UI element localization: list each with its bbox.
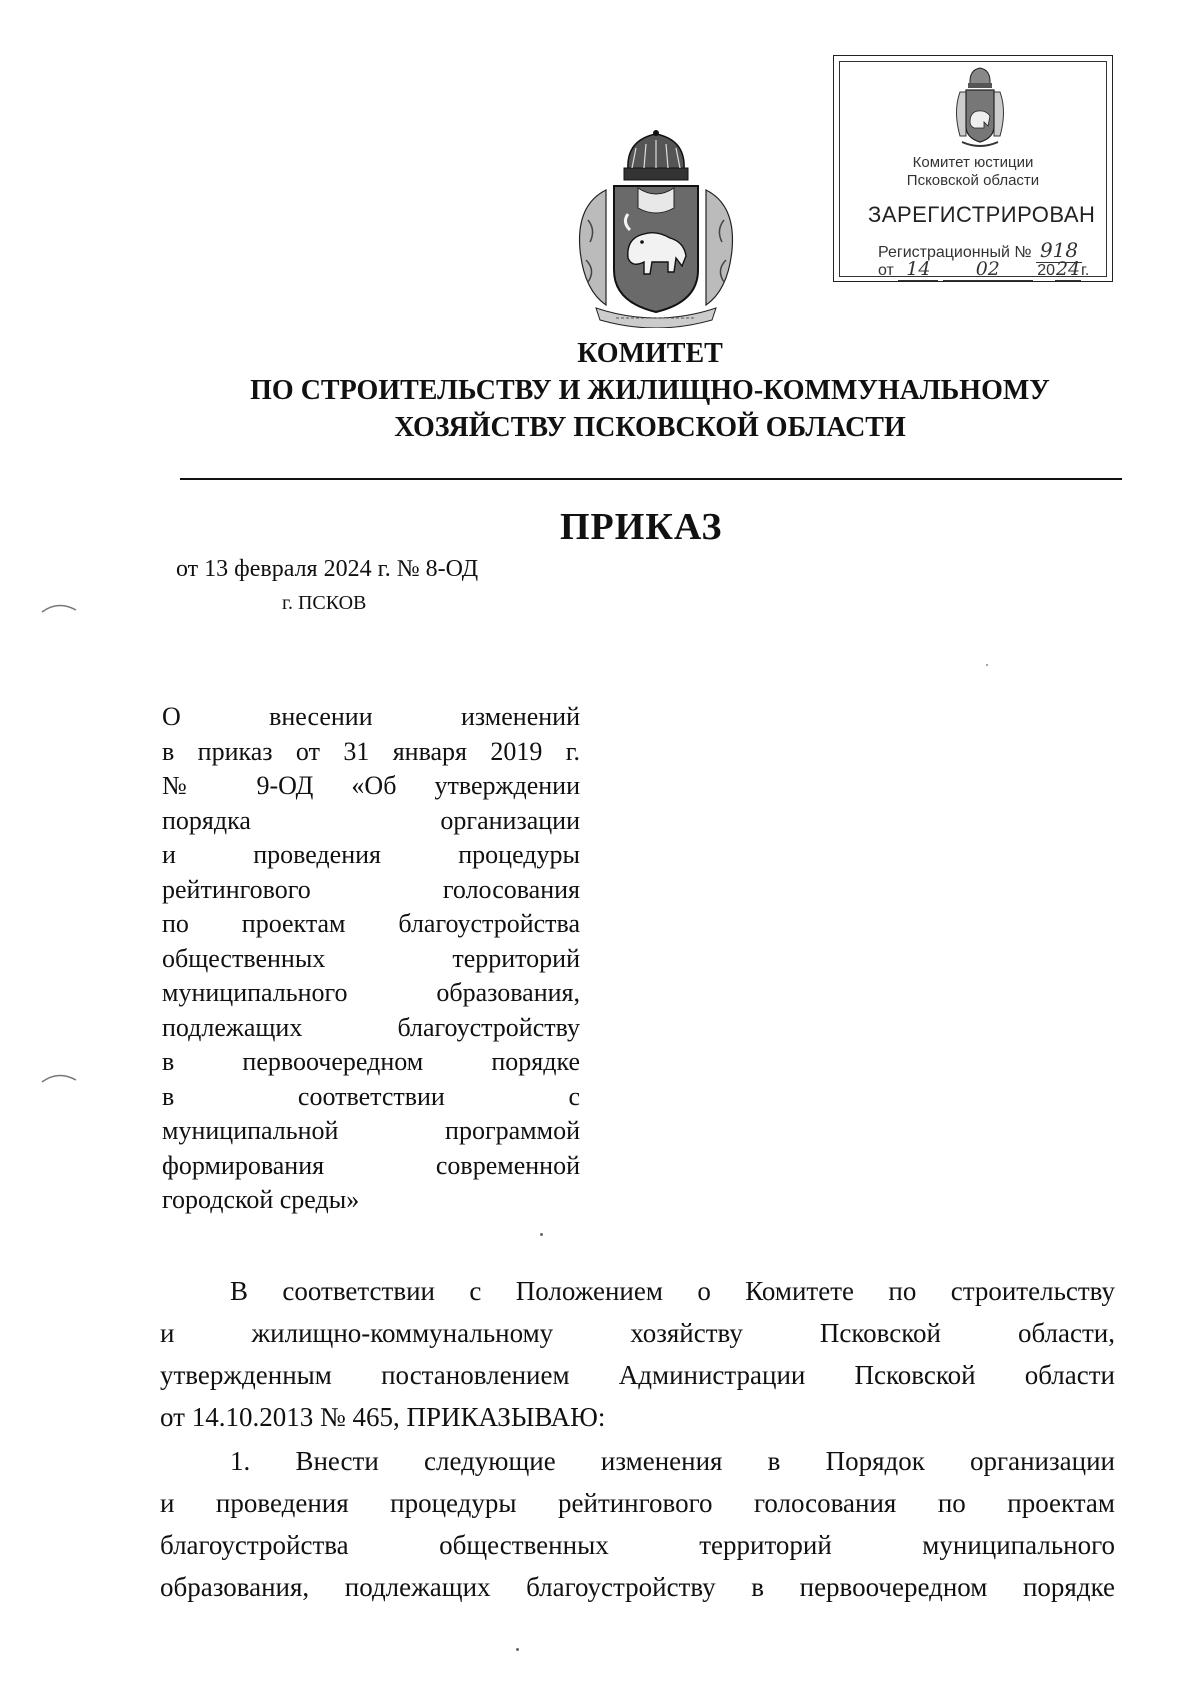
stamp-org-line-1: Комитет юстиции <box>912 154 1034 171</box>
body-line: 1. Внести следующие изменения в Порядок организации <box>230 1446 1115 1476</box>
subject-line: в первоочередном порядке <box>162 1047 580 1076</box>
order-subject <box>162 700 580 1218</box>
org-name-line-2: ПО СТРОИТЕЛЬСТВУ И ЖИЛИЩНО-КОММУНАЛЬНОМУ <box>250 375 1050 406</box>
body-line: от 14.10.2013 № 465, ПРИКАЗЫВАЮ: <box>160 1402 606 1432</box>
subject-line: муниципальной программой <box>162 1116 580 1145</box>
subject-line: и проведения процедуры <box>162 840 580 869</box>
subject-line: формирования современной <box>162 1150 580 1180</box>
org-name-line-3: ХОЗЯЙСТВУ ПСКОВСКОЙ ОБЛАСТИ <box>394 412 906 443</box>
stamp-date <box>878 258 1089 281</box>
stamp-date-prefix: от <box>878 262 894 279</box>
stamp-date-century: 20 <box>1037 262 1056 279</box>
body-line: В соответствии с Положением о Комитете по строительству <box>230 1276 1115 1306</box>
stamp-reg-label: Регистрационный № <box>878 244 1032 261</box>
order-date-number: от 13 февраля 2024 г. № 8-ОД <box>176 556 479 582</box>
header-divider <box>180 478 1122 480</box>
stamp-date-year: 24 <box>1055 258 1081 280</box>
stamp-status: ЗАРЕГИСТРИРОВАН <box>868 202 1096 227</box>
scan-speck <box>986 664 988 666</box>
org-name-line-1: КОМИТЕТ <box>577 338 723 369</box>
stamp-reg-number-handwritten: 918 <box>1036 238 1082 263</box>
coat-of-arms-emblem <box>566 130 746 328</box>
body-line: и проведения процедуры рейтингового голосования по проектам <box>160 1488 1115 1518</box>
body-paragraph-1 <box>160 1270 1115 1438</box>
stamp-date-day: 14 <box>898 258 938 281</box>
order-city: г. ПСКОВ <box>282 592 367 614</box>
body-line: и жилищно-коммунальному хозяйству Псковской области, <box>160 1318 1115 1348</box>
stamp-coat-of-arms-emblem <box>954 66 1006 151</box>
registration-stamp <box>833 55 1113 282</box>
subject-line: рейтингового голосования <box>162 874 580 904</box>
subject-line: по проектам благоустройства <box>162 909 580 938</box>
subject-line: в соответствии с <box>162 1081 580 1111</box>
scan-speck <box>540 1233 543 1236</box>
subject-line: № 9-ОД «Об утверждении <box>162 771 580 800</box>
body-paragraph-2 <box>160 1440 1115 1608</box>
subject-line: муниципального образования, <box>162 978 580 1007</box>
punch-hole-mark <box>40 598 80 616</box>
subject-line: порядка организации <box>162 805 580 835</box>
scan-speck <box>516 1648 519 1651</box>
subject-line: подлежащих благоустройству <box>162 1012 580 1042</box>
subject-line: О внесении изменений <box>162 702 580 731</box>
order-title: ПРИКАЗ <box>560 506 723 548</box>
stamp-org-line-2: Псковской области <box>906 172 1040 189</box>
stamp-date-month: 02 <box>943 258 1033 281</box>
stamp-inner-frame <box>839 61 1107 280</box>
stamp-date-suffix: г. <box>1081 262 1090 279</box>
body-line: образования, подлежащих благоустройству в первоочередном порядке <box>160 1572 1115 1602</box>
body-line: благоустройства общественных территорий муниципального <box>160 1530 1115 1560</box>
subject-line: в приказ от 31 января 2019 г. <box>162 736 580 766</box>
punch-hole-mark <box>40 1068 80 1086</box>
subject-line: городской среды» <box>162 1185 360 1214</box>
body-line: утвержденным постановлением Администрации Псковской области <box>160 1360 1115 1390</box>
subject-line: общественных территорий <box>162 943 580 973</box>
